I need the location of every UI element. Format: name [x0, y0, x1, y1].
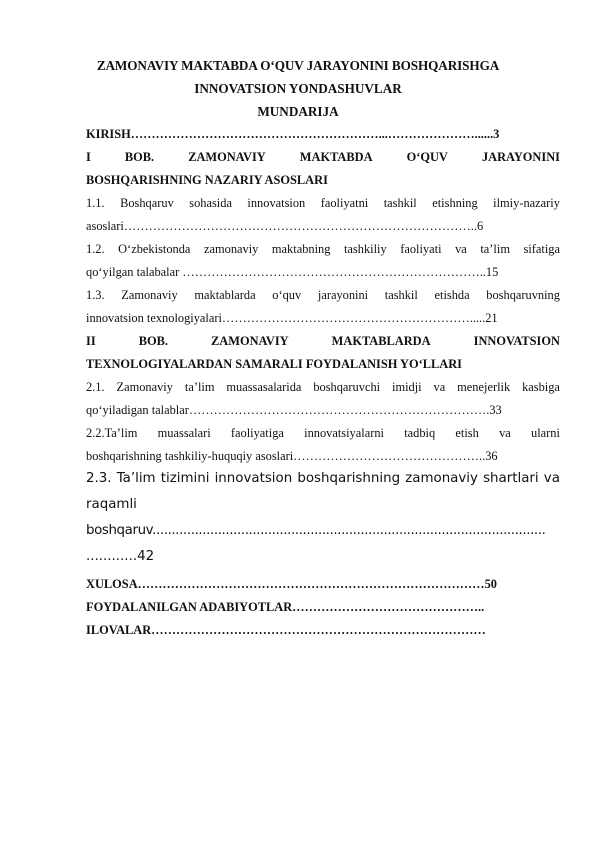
toc-word: imidji — [392, 380, 422, 394]
toc-entry-references: FOYDALANILGAN ADABIYOTLAR……………………………………….. — [86, 600, 485, 614]
toc-word: 2.1. — [86, 380, 105, 394]
toc-word: zamonaviy — [405, 471, 478, 486]
toc-entry-chapter-1-cont: BOSHQARISHNING NAZARIY ASOSLARI — [86, 173, 328, 187]
toc-word: ZAMONAVIY — [211, 334, 289, 348]
toc-word: O‘zbekistonda — [118, 242, 191, 256]
toc-word: O‘QUV — [406, 150, 448, 164]
toc-entry-2-3-cont: raqamli — [86, 497, 137, 512]
document-title-line-1: ZAMONAVIY MAKTABDA O‘QUV JARAYONINI BOSHQARISHGA — [96, 58, 500, 73]
toc-entry-1-3 — [86, 288, 560, 303]
toc-word: va — [499, 426, 511, 440]
toc-entry-chapter-2 — [86, 334, 560, 349]
toc-word: ZAMONAVIY — [188, 150, 266, 164]
toc-entry-chapter-2-cont: TEXNOLOGIYALARDAN SAMARALI FOYDALANISH YO‘LLARI — [86, 357, 463, 371]
toc-entry-1-1 — [86, 196, 560, 211]
toc-word: 2.3. — [86, 471, 112, 486]
toc-word: MAKTABLARDA — [331, 334, 431, 348]
toc-word: boshqarishning — [297, 471, 401, 486]
toc-word: BOB. — [138, 334, 168, 348]
toc-word: Zamonaviy — [116, 380, 173, 394]
contents-heading: MUNDARIJA — [257, 104, 339, 119]
toc-word: boshqaruvchi — [313, 380, 381, 394]
toc-entry-1-2 — [86, 242, 560, 257]
toc-entry-chapter-1 — [86, 150, 560, 165]
toc-word: zamonaviy — [203, 242, 259, 256]
toc-word: kasbiga — [522, 380, 560, 394]
toc-word: va — [455, 242, 467, 256]
toc-word: muassalari — [157, 426, 211, 440]
toc-word: innovatsion — [247, 196, 306, 210]
toc-word: faoliyati — [400, 242, 442, 256]
toc-entry-2-3 — [86, 471, 560, 486]
toc-word: tizimini — [160, 471, 210, 486]
toc-word: va — [433, 380, 446, 394]
toc-word: ta’lim — [480, 242, 510, 256]
toc-word: 1.1. — [86, 196, 105, 210]
toc-word: Boshqaruv — [120, 196, 174, 210]
toc-word: tashkiliy — [343, 242, 387, 256]
toc-word: 1.3. — [86, 288, 105, 302]
toc-word: etishda — [434, 288, 470, 302]
toc-word: tashkil — [384, 288, 418, 302]
toc-word: ilmiy-nazariy — [493, 196, 560, 210]
toc-word: boshqaruvning — [486, 288, 560, 302]
toc-word: INNOVATSION — [473, 334, 560, 348]
toc-entry-2-3-page: ............42 — [86, 549, 155, 564]
toc-word: 1.2. — [86, 242, 105, 256]
toc-word: jarayonini — [317, 288, 369, 302]
toc-entry-2-2 — [86, 426, 560, 441]
toc-word: innovatsion — [214, 471, 293, 486]
toc-word: Ta’lim — [116, 471, 156, 486]
toc-word: faoliyatiga — [230, 426, 284, 440]
toc-entry-2-1 — [86, 380, 560, 395]
toc-word: I — [86, 150, 91, 164]
toc-word: muassasalarida — [226, 380, 302, 394]
toc-word: tadbiq — [404, 426, 436, 440]
toc-word: ularni — [531, 426, 560, 440]
toc-word: etish — [455, 426, 479, 440]
toc-word: JARAYONINI — [481, 150, 560, 164]
toc-entry-1-3-cont: innovatsion texnologiyalari…………………………………………………….....21 — [86, 311, 498, 325]
document-title-line-2: INNOVATSION YONDASHUVLAR — [194, 81, 402, 96]
toc-word: maktabning — [271, 242, 331, 256]
toc-entry-2-1-cont: qo‘yiladigan talablar……………………………………………………………….33 — [86, 403, 502, 417]
toc-entry-conclusion: XULOSA…………………………………………………………………………50 — [86, 577, 497, 591]
toc-word: Zamonaviy — [121, 288, 178, 302]
toc-word: II — [86, 334, 96, 348]
toc-word: innovatsiyalarni — [304, 426, 384, 440]
toc-entry-2-3-dots: boshqaruv...................................................................................................... — [86, 523, 546, 538]
toc-word: sohasida — [189, 196, 232, 210]
toc-word: sifatiga — [523, 242, 560, 256]
toc-word: etishning — [432, 196, 478, 210]
toc-word: faoliyatni — [320, 196, 369, 210]
toc-word: va — [543, 471, 560, 486]
toc-word: ta’lim — [184, 380, 215, 394]
toc-entry-intro: KIRISH……………………………………………………...…………………......3 — [86, 127, 500, 141]
toc-word: shartlari — [483, 471, 539, 486]
toc-entry-1-1-cont: asoslari…………………………………………………………………………..6 — [86, 219, 484, 233]
toc-word: menejerlik — [457, 380, 511, 394]
toc-word: o‘quv — [272, 288, 302, 302]
toc-word: tashkil — [383, 196, 417, 210]
toc-word: maktablarda — [194, 288, 256, 302]
toc-entry-1-2-cont: qo‘yilgan talabalar ………………………………………………………………..15 — [86, 265, 499, 279]
toc-entry-2-2-cont: boshqarishning tashkiliy-huquqiy asoslari………………………………………..36 — [86, 449, 498, 463]
toc-entry-appendix: ILOVALAR……………………………………………………………………… — [86, 623, 486, 637]
toc-word: MAKTABDA — [299, 150, 373, 164]
toc-word: 2.2.Ta’lim — [86, 426, 138, 440]
toc-word: BOB. — [124, 150, 155, 164]
